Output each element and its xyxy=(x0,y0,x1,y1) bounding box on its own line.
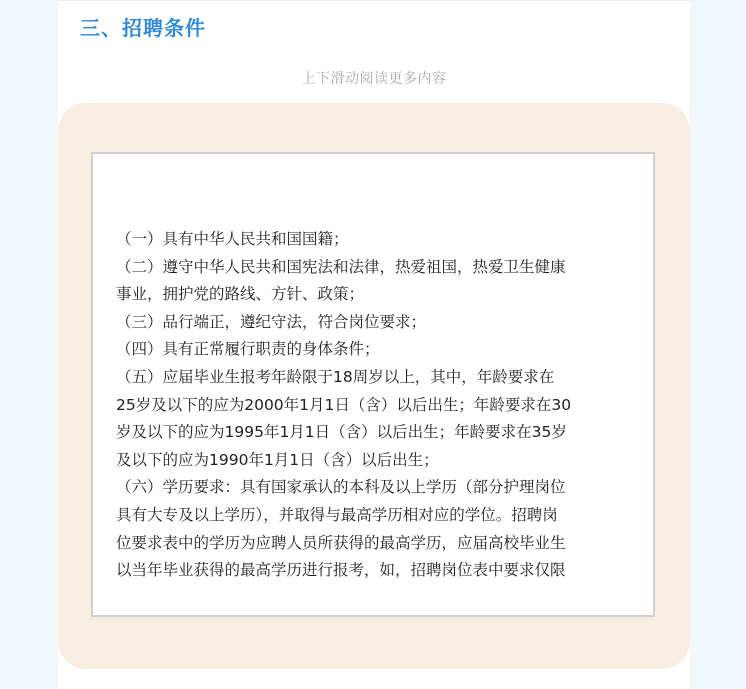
page-left-margin xyxy=(0,0,58,689)
section-title: 三、招聘条件 xyxy=(80,16,206,40)
requirement-item-3: （三）品行端正，遵纪守法，符合岗位要求； xyxy=(116,312,427,331)
requirement-item-4: （四）具有正常履行职责的身体条件； xyxy=(116,340,380,359)
requirement-item-6: （六）学历要求：具有国家承认的本科及以上学历（部分护理岗位 具有大专及以上学历），并取得与最高学历相对应的学位。招聘岗 位要求表中的学历为应聘人员所获得的最高学历，应届高校毕业生 以当年毕业获得的最高学历进行报考，如，招聘岗位表中要求仅限 xyxy=(116,478,566,580)
requirements-list xyxy=(116,226,624,585)
scroll-hint: 上下滑动阅读更多内容 xyxy=(301,71,447,87)
requirement-item-2: （二）遵守中华人民共和国宪法和法律，热爱祖国，热爱卫生健康 事业，拥护党的路线、方针、政策； xyxy=(116,257,566,304)
page-right-margin xyxy=(690,0,746,689)
scrollable-text-box[interactable] xyxy=(91,152,655,617)
requirement-item-5: （五）应届毕业生报考年龄限于18周岁以上，其中，年龄要求在 25岁及以下的应为2000年1月1日（含）以后出生；年龄要求在30 岁及以下的应为1995年1月1日（含）以后出生；年龄要求在35岁 及以下的应为1990年1月1日（含）以后出生； xyxy=(116,367,572,469)
requirement-item-1: （一）具有中华人民共和国国籍； xyxy=(116,230,349,248)
top-divider xyxy=(58,0,690,1)
